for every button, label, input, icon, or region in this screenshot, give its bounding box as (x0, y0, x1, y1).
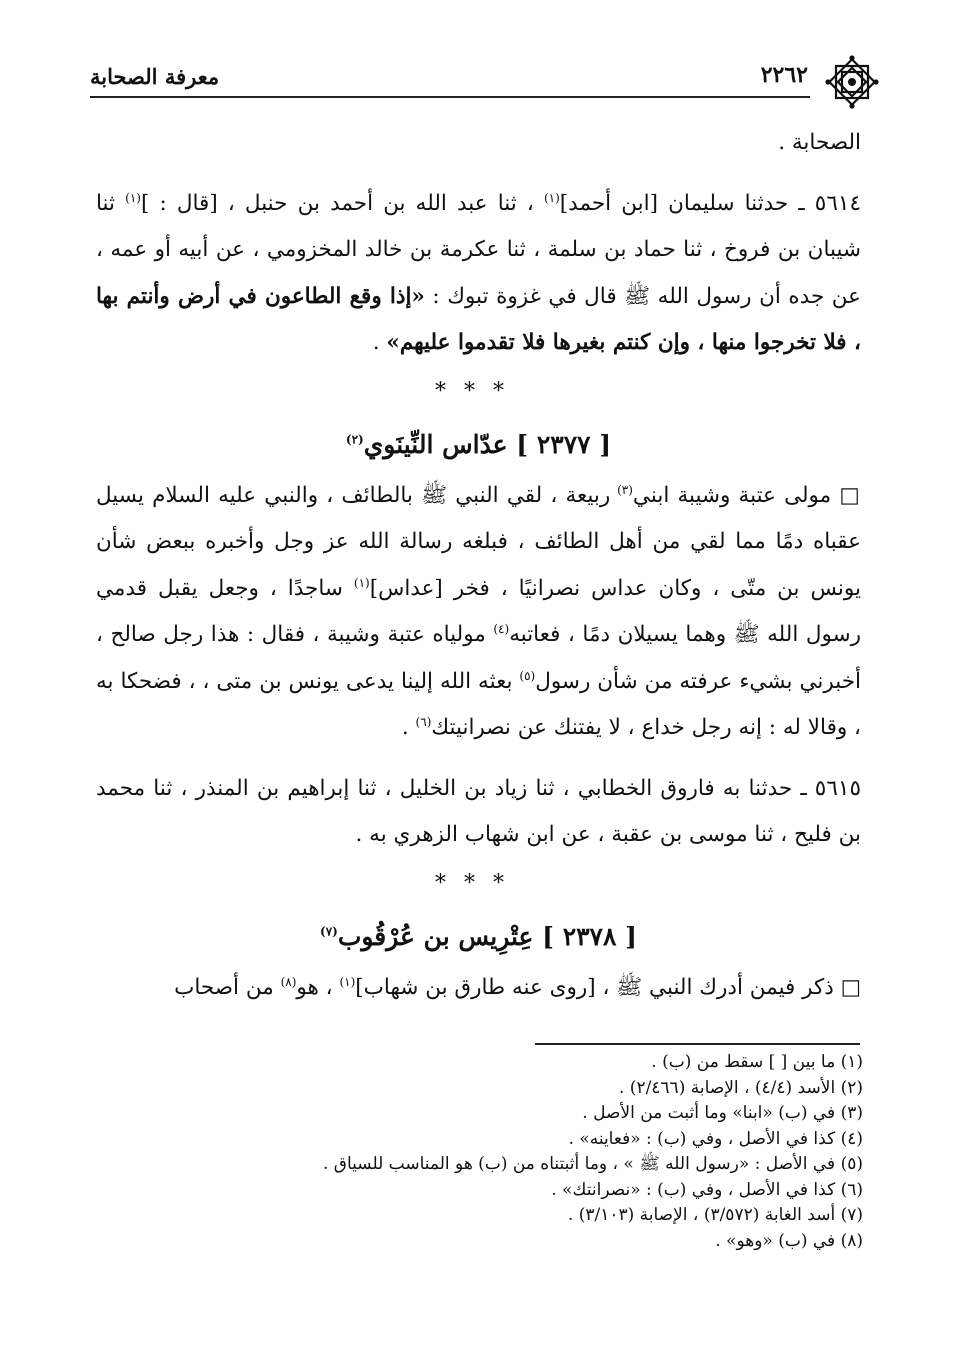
main-text (96, 120, 861, 1011)
hadith-text: «إذا وقع الطاعون في أرض وأنتم بها ، فلا تخرجوا منها ، وإن كنتم بغيرها فلا تقدموا عليهم» (96, 283, 861, 355)
footnote-ref: (٢) (345, 432, 364, 447)
footnote-ref: (٦) (415, 714, 432, 729)
footnote-item: (٤) كذا في الأصل ، وفي (ب) : «فعاينه» . (568, 1128, 863, 1149)
entry-5615: ٥٦١٥ ـ حدثنا به فاروق الخطابي ، ثنا زياد بن الخليل ، ثنا إبراهيم بن المنذر ، ثنا محمد بن فليح ، ثنا موسى بن عقبة ، عن ابن شهاب الزهري به . (96, 775, 861, 847)
footnote-ref: (٥) (519, 668, 536, 683)
page-header (90, 48, 880, 108)
header-rule (90, 96, 810, 98)
footnote-rule (535, 1043, 860, 1045)
running-title: معرفة الصحابة (90, 64, 220, 89)
footnote-item: (١) ما بين [ ] سقط من (ب) . (651, 1052, 863, 1072)
continuation-text: الصحابة . (778, 130, 861, 155)
footnote-ref: (٣) (617, 482, 633, 497)
footnote-item: (٦) كذا في الأصل ، وفي (ب) : «نصرانتك» . (551, 1179, 863, 1200)
footnote-ref: (١) (353, 575, 370, 590)
footnote-item: (٣) في (ب) «ابنا» وما أثبت من الأصل . (582, 1103, 863, 1123)
footnote-item: (٥) في الأصل : «رسول الله ﷺ » ، وما أثبتناه من (ب) هو المناسب للسياق . (322, 1154, 863, 1174)
entry-2378: □ ذكر فيمن أدرك النبي ﷺ ، [روى عنه طارق بن شهاب]$^{(١)}$ ، هو$^{(٨)}$ من أصحاب (174, 974, 861, 1000)
footnote-item: (٢) الأسد (٤/٤) ، الإصابة (٢/٤٦٦) . (618, 1077, 863, 1098)
heading-2378: [ ٢٣٧٨ ] عِتْرِيس بن عُرْقُوب$^{(٧)}$ (320, 921, 637, 951)
section-divider: *** (435, 378, 522, 404)
heading-2377: [ ٢٣٧٧ ] عدّاس النِّينَوي$^{(٢)}$ (345, 429, 612, 459)
footnote-ref: (١) (339, 974, 356, 989)
footnote-ref: (١) (543, 190, 560, 205)
entry-5614: ٥٦١٤ ـ حدثنا سليمان [ابن أحمد]$^{(١)}$ ، ثنا عبد الله بن أحمد بن حنبل ، [قال : ]$^{(١)}$ ثنا شيبان بن فروخ ، ثنا حماد بن سلمة ، ثنا عكرمة بن خالد المخزومي ، عن أبيه أو عمه ، عن جده أن رسول الله ﷺ قال في غزوة تبوك : «إذا وقع الطاعون في أرض وأنتم بها ، فلا تخرجوا منها ، وإن كنتم بغيرها فلا تقدموا عليهم» . (96, 190, 861, 355)
footnote-item: (٧) أسد الغابة (٣/٥٧٢) ، الإصابة (٣/١٠٣) . (567, 1205, 863, 1225)
page-number: ٢٢٦٢ (760, 62, 808, 88)
entry-2377: □ مولى عتبة وشيبة ابني$^{(٣)}$ ربيعة ، لقي النبي ﷺ بالطائف ، والنبي عليه السلام يسيل عقباه دمًا مما لقي من أهل الطائف ، فبلغه رسالة الله عز وجل وأخبره ببعض شأن يونس بن متّى ، وكان عداس نصرانيًا ، فخر [عداس]$^{(١)}$ ساجدًا ، وجعل يقبل قدمي رسول الله ﷺ وهما يسيلان دمًا ، فعاتبه$^{(٤)}$ مولياه عتبة وشيبة ، فقال : هذا رجل صالح ، أخبرني بشيء عرفته من شأن رسول$^{(٥)}$ بعثه الله إلينا يدعى يونس بن متى ، ، فضحكا به ، وقالا له : إنه رجل خداع ، لا يفتنك عن نصرانيتك$^{(٦)}$ . (96, 482, 862, 740)
footnote-ref: (٤) (493, 621, 510, 636)
footnote-item: (٨) في (ب) «وهو» . (715, 1230, 863, 1251)
footnotes (303, 1050, 863, 1254)
footnote-ref: (١) (125, 190, 141, 205)
footnote-ref: (٧) (320, 924, 338, 939)
footnote-ref: (٨) (280, 974, 297, 989)
octagram-ornament-icon (824, 54, 880, 110)
section-divider: *** (435, 870, 522, 896)
